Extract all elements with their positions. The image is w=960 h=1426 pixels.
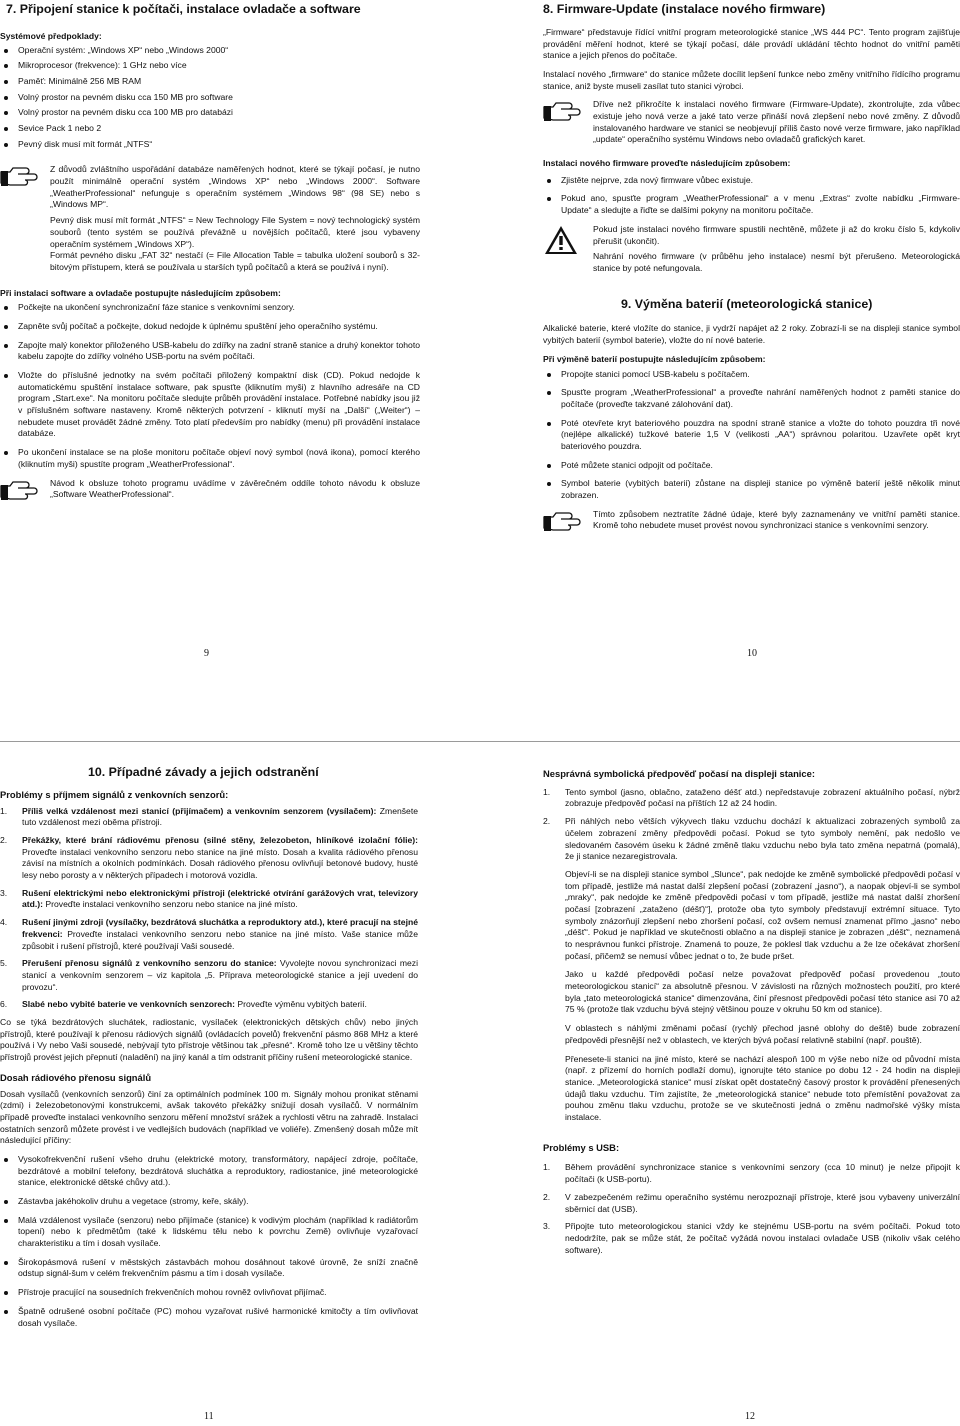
list-item: Špatně odrušené osobní počítače (PC) mohou vyzařovat rušivé harmonické kmitočty a tím ovlivňovat dosah vysílače.: [0, 1306, 418, 1329]
list-item: 2. Při náhlých nebo větších výkyvech tlaku vzduchu dochází k aktualizaci zobrazených symbolů za účelem zobrazení změny předpovědi počasí. Pokud se tyto symboly nemění, pak nedošlo ve sledovaném časovém úseku k žádné změně tlaku vzduchu nebo byla tato změna nepatrná (pomalá), že ji stanice nezaregistrovala.: [543, 816, 960, 862]
battery-steps-list: [543, 369, 960, 502]
page-number-12: 12: [745, 1411, 755, 1422]
firmware-steps-heading: Instalaci nového firmware proveďte následujícím způsobem:: [543, 158, 791, 169]
pointing-hand-icon: [543, 509, 581, 537]
warning-paragraph: Nahrání nového firmware (v průběhu jeho instalace) nesmí být přerušeno. Meteorologická stanice by poté nefungovala.: [593, 251, 960, 273]
list-item: Pokud ano, spusťte program „WeatherProfessional“ a v menu „Extras“ zvolte nabídku „Firmware-Update“ a sledujte a řiďte se dalšími pokyny na monitoru počítače.: [543, 193, 960, 216]
list-item: 1. Příliš velká vzdálenost mezi stanicí (přijímačem) a venkovním senzorem (vysílačem): Zmenšete tuto vzdálenost mezi oběma přístroji.: [0, 805, 418, 828]
forecast-paragraph: Objeví-li se na displeji stanice symbol „Slunce“, pak nedojde ke změně symbolické předpovědi počasí v tom případě, jestliže má nastat další zlepšení počasí (zobrazení „jasno“), a naopak objeví-li se symbol „mraky“, pak nedojde ke změně předpovědi počasí v tom případě, jestliže má nastat další zhoršení počasí [zobrazení „zataženo (déšť)“], protože oba tyto symboly představují extrémní situace. Tyto symboly znázorňují zlepšení nebo zhoršení počasí, což ovšem nemusí znamenat přímo „jasno“ nebo „déšť“. Pokud je například ve skutečnosti oblačno a na displeji stanice je zobrazen „déšť“, neznamená to nesprávnou funkci přístroje. Znamená to pouze, že poklesl tlak vzduchu a že lze očekávat zhoršení počasí, přičemž se nemusí vůbec jednat o to, že bude pršet.: [565, 868, 960, 961]
list-item: Přístroje pracující na sousedních frekvenčních mohou rovněž ovlivňovat přijímač.: [0, 1287, 418, 1299]
list-item: 1. Během provádění synchronizace stanice s venkovními senzory (cca 10 minut) je nelze připojit k počítači (k USB-portu).: [543, 1162, 960, 1185]
firmware-steps-list: [543, 175, 960, 217]
list-item: 6. Slabé nebo vybité baterie ve venkovních senzorech: Proveďte výměnu vybitých baterií.: [0, 999, 367, 1010]
pointing-hand-icon: [0, 164, 38, 192]
list-item: 2. V zabezpečeném režimu operačního systému nerozpoznají přístroje, které jsou vybaveny univerzální sběrnicí dat (USB).: [543, 1191, 960, 1214]
section-10-title: 10. Případné závady a jejich odstranění: [88, 765, 319, 779]
list-item: Počkejte na ukončení synchronizační fáze stanice s venkovními senzory.: [0, 302, 420, 314]
list-item: Spusťte program „WeatherProfessional“ a proveďte nahrání naměřených hodnot z paměti stanice do počítače (proveďte takzvané zálohování dat).: [543, 387, 960, 410]
battery-steps-heading: Při výměně baterií postupujte následujícím způsobem:: [543, 353, 766, 364]
note-paragraph: Z důvodů zvláštního uspořádání databáze naměřených hodnot, které se týkají počasí, je nutno použít minimálně operační systém „Windows XP“ nebo „Windows 2000“. Software „WeatherProfessional“ nefunguje s operačním systémem „Windows 98“ (98 SE) nebo s „Windows MP“.: [50, 164, 420, 210]
note-paragraph: Formát pevného disku „FAT 32“ nestačí (= File Allocation Table = tabulka uložení souborů s 32-bitovým přístupem, která se používala u starších typů počítačů a která se používá i nyní).: [50, 250, 420, 272]
list-item: Širokopásmová rušení v městských zástavbách mohou dosáhnout takové úrovně, že sníží značně odstup signál-šum v celém frekvenčním pásmu a tím i dosah vysílače.: [0, 1257, 418, 1280]
warning-paragraph: Pokud jste instalaci nového firmware spustili nechtěně, můžete ji až do kroku číslo 5, kdykoliv přerušit (ukončit).: [593, 223, 960, 246]
page-number-9: 9: [204, 648, 209, 659]
page2-right-column: [543, 768, 960, 1380]
list-item: Vysokofrekvenční rušení všeho druhu (elektrické motory, transformátory, napájecí zdroje, počítače, bezdrátové a mobilní telefony, bezdrátová sluchátka a reproduktory, radiostanice, jiné meteorologické stanice, elektronické dětské chůvy atd.).: [0, 1154, 418, 1189]
requirements-heading: Systémové předpoklady:: [0, 30, 102, 41]
list-item: Volný prostor na pevném disku cca 150 MB pro software: [0, 92, 420, 104]
page-number-11: 11: [204, 1411, 214, 1422]
list-item: 5. Přerušení přenosu signálů z venkovního senzoru do stanice: Vyvolejte novou synchronizaci mezi stanicí a venkovním senzorem – viz kapitola „5. Příprava meteorologické stanice a její uvedení do provozu“.: [0, 958, 418, 992]
list-item: 3. Rušení elektrickými nebo elektronickými přístroji (elektrické otvírání garážových vrat, televizory atd.): Proveďte instalaci venkovního senzoru nebo stanice na jiné místo.: [0, 887, 418, 910]
forecast-paragraph: Jako u každé předpovědi počasí nelze považovat předpověď počasí provedenou „touto meteorologickou stanicí“ za absolutně přesnou. V závislosti na různých možnostech použití, pro které byla „tato meteorologická stanice“ dimenzována, činí přesnost předpovědi počasí této stanice asi 70 až 75 % (protože tlak vzduchu bývá stejný většinou pouze v okruhu 50 km od stanice).: [565, 969, 960, 1015]
pointing-hand-icon: [0, 478, 38, 506]
install-steps-list: [0, 302, 420, 470]
forecast-paragraph: Přenesete-li stanici na jiné místo, které se nachází alespoň 100 m výše nebo níže od původní místa (např. z přízemí do horních podlaží domu), ignorujte této stanice po dobu 12 - 24 hodin na displeji stanice. „Meteorologická stanice“ musí získat opět dostatečný časový prostor k provádění přenesených údajů tlaku vzduchu. Tím zajistíte, že „meteorologická stanice“ nebude toto přemístění považovat za pouhou změnu tlaku vzduchu, protože se ve skutečnosti jedná o změnu nadmořské výšky místa instalace.: [565, 1053, 960, 1122]
note-paragraph: Dříve než přikročíte k instalaci nového firmware (Firmware-Update), zkontrolujte, zda vůbec existuje jeho nová verze a jaké tato verze přináší nová zlepšení nebo nové změny. Z důvodů instalovaného hardware ve stanici se neobjevují příliš často nové verze firmware, jako například „update“ operačního systému Windows nebo ovladačů grafických karet.: [593, 99, 960, 145]
requirements-list: [0, 45, 420, 151]
note-paragraph: Pevný disk musí mít formát „NTFS“ = New Technology File System = nový technologický systém souborů (tento systém se používá převážně u novějších počítačů, které jsou vybaveny operačním systémem „Windows XP“).: [50, 215, 420, 249]
list-item: Pevný disk musí mít formát „NTFS“: [0, 139, 420, 151]
list-item: 2. Překážky, které brání rádiovému přenosu (silné stěny, železobeton, hliníkové izolační fólie): Proveďte instalaci venkovního senzoru nebo stanice na jiné místo. Dosah a kvalita rádiového přenosu závisí na místních a okolních podmínkách. Dosah rádiového přenosu ovlivňují betonové budovy, husté lesy nebo porosty a v některých případech i motorová vozidla.: [0, 835, 418, 881]
section-7-title: 7. Připojení stanice k počítači, instalace ovladače a software: [6, 2, 361, 16]
list-item: Zástavba jakéhokoliv druhu a vegetace (stromy, keře, skály).: [0, 1196, 418, 1208]
list-item: Propojte stanici pomocí USB-kabelu s počítačem.: [543, 369, 960, 381]
list-item: Sevice Pack 1 nebo 2: [0, 123, 420, 135]
firmware-benefit: Instalací nového „firmware“ do stanice můžete docílit lepšení funkce nebo změny vnitřního řídícího programu stanice, aniž byste museli zasílat tuto stanici výrobci.: [543, 68, 960, 91]
page-divider: [0, 741, 960, 742]
note-os-requirements: [0, 164, 420, 277]
list-item: Zapněte svůj počítač a počkejte, dokud nedojde k úplnému spuštění jeho operačního systému.: [0, 321, 420, 333]
list-item: Mikroprocesor (frekvence): 1 GHz nebo více: [0, 60, 420, 72]
usb-problems-list: [543, 1162, 960, 1256]
pointing-hand-icon: [543, 99, 581, 127]
firmware-intro: „Firmware“ představuje řídící vnitřní program meteorologické stanice „WS 444 PC“. Tento program zajišťuje provádění měření hodnot, které se týkají počasí, dále provádí ukládání těchto hodnot do vnitřní paměti stanice a jejich přenos do počítače.: [543, 26, 960, 61]
reception-problems-list: [0, 806, 418, 1011]
forecast-details: [543, 869, 960, 1124]
forecast-problems-list: [543, 787, 960, 863]
range-paragraph: Dosah vysílačů (venkovních senzorů) činí za optimálních podmínek 100 m. Signály mohou pronikat stěnami (zdmi) i železobetonovými konstrukcemi, avšak takovéto překážky snižují dosah vysílačů. V normálním případě proveďte instalaci venkovního senzoru měření množství srážek a rychlosti větru na zahradě. Instalaci ostatních senzorů můžete provést i ve vedlejších budovách (například ve voliéře). Zmenšený dosah může mít následující příčiny:: [0, 1088, 418, 1146]
list-item: Operační systém: „Windows XP“ nebo „Windows 2000“: [0, 45, 420, 57]
page-number-10: 10: [747, 648, 757, 659]
list-item: Paměť: Minimálně 256 MB RAM: [0, 76, 420, 88]
reception-heading: Problémy s příjmem signálů z venkovních senzorů:: [0, 788, 229, 800]
list-item: Poté můžete stanici odpojit od počítače.: [543, 460, 960, 472]
range-heading: Dosah rádiového přenosu signálů: [0, 1071, 152, 1083]
note-paragraph: Tímto způsobem neztratíte žádné údaje, které byly zaznamenány ve vnitřní paměti stanice. Kromě toho nebudete muset provést novou synchronizaci stanice s venkovními senzory.: [593, 508, 960, 531]
list-item: 3. Připojte tuto meteorologickou stanici vždy ke stejnému USB-portu na svém počítači. Pokud toto nedodržíte, pak se může stát, že počítač vyžádá novou instalaci ovladače USB (nikoliv však celého software).: [543, 1221, 960, 1255]
reception-paragraph: Co se týká bezdrátových sluchátek, radiostanic, vysílaček (elektronických dětských chův) nebo jiných přístrojů, které používají k přenosu rádiových signálů (ovládacích povelů) frekvenční pásmo 868 MHz a které používá i Vy nebo Vaši sousedé, nebývají tyto přístroje většinou tak „přesné“. Kromě toho lze u většiny těchto přístrojů provést jejich přepnutí (naladění) na jiný kanál a tím odstranit příčiny rušení meteorologické stanice.: [0, 1016, 418, 1063]
page2-left-column: [0, 765, 418, 1383]
list-item: 1. Tento symbol (jasno, oblačno, zataženo déšť atd.) nepředstavuje zobrazení aktuálního počasí, nýbrž zobrazuje předpověď počasí na příštích 12 až 24 hodin.: [543, 786, 960, 809]
list-item: Zapojte malý konektor přiloženého USB-kabelu do zdířky na zadní straně stanice a druhý konektor tohoto kabelu zapojte do zdířky volného USB-portu na svém počítači.: [0, 340, 420, 363]
section-9-title: 9. Výměna baterií (meteorologická stanice): [621, 296, 873, 311]
list-item: Zjistěte nejprve, zda nový firmware vůbec existuje.: [543, 175, 960, 187]
battery-intro: Alkalické baterie, které vložíte do stanice, ji vydrží napájet až 2 roky. Zobrazí-li se na displeji stanice symbol vybitých baterií (symbol baterie), vložte do ní nové baterie.: [543, 323, 960, 346]
page1-right-column: [543, 2, 960, 652]
note-battery-data: [543, 509, 960, 537]
note-firmware-check: [543, 99, 960, 150]
list-item: Poté otevřete kryt bateriového pouzdra na spodní straně stanice a vložte do tohoto pouzdra tři nové (nejlépe alkalické) tužkové baterie 1,5 V (velikosti „AA“) správnou polaritou. Uzavřete opět kryt bateriového pouzdra.: [543, 418, 960, 453]
list-item: Volný prostor na pevném disku cca 100 MB pro databázi: [0, 107, 420, 119]
forecast-heading: Nesprávná symbolická předpověď počasí na displeji stanice:: [543, 768, 815, 779]
forecast-paragraph: V oblastech s náhlými změnami počasí (rychlý přechod jasné oblohy do deště) bude zobrazení předpovědi přesnější než v oblastech, ve kterých bývá počasí relativně stabilní (např. pouště).: [565, 1023, 960, 1045]
section-8-title: 8. Firmware-Update (instalace nového firmware): [543, 2, 826, 16]
install-heading: Při instalaci software a ovladače postupujte následujícím způsobem:: [0, 287, 281, 298]
list-item: Malá vzdálenost vysílače (senzoru) nebo přijímače (stanice) k vodivým plochám (například k radiátorům topení) nebo k předmětům (také k lidskému tělu nebo k povrchu Země) ovlivňuje vyzařovací charakteristiku a tím i dosah vysílače.: [0, 1215, 418, 1250]
page1-left-column: [0, 2, 420, 652]
warning-triangle-icon: [543, 224, 581, 260]
range-causes-list: [0, 1154, 418, 1329]
note-paragraph: Návod k obsluze tohoto programu uvádíme v závěrečném oddíle tohoto návodu k obsluze „Software WeatherProfessional“.: [50, 477, 420, 500]
list-item: Po ukončení instalace se na ploše monitoru počítače objeví nový symbol (nová ikona), pomocí kterého (kliknutím myši) spustíte program „WeatherProfessional“.: [0, 447, 420, 470]
note-software-manual: [0, 478, 420, 506]
list-item: Symbol baterie (vybitých baterií) zůstane na displeji stanice po výměně baterií ještě několik minut zobrazen.: [543, 478, 960, 501]
list-item: Vložte do příslušné jednotky na svém počítači přiložený kompaktní disk (CD). Pokud nedojde k automatickému spuštění instalace software, pak spusťte (kliknutím myši) z hlavního adresáře na CD program „Start.exe“. Na monitoru počítače sledujte průběh provádění instalace. Potřebné nabídky jsou již v příslušném software nastaveny. Kromě některých potvrzení - kliknutí myší na „Další“ („Weiter“) – nebudete muset provádět žádné změny. Toto platí především pro nabídky (menu) při provádění instalace databáze.: [0, 370, 420, 440]
warning-firmware: [543, 224, 960, 279]
usb-heading: Problémy s USB:: [543, 1141, 620, 1153]
list-item: 4. Rušení jinými zdroji (vysílačky, bezdrátová sluchátka a reproduktory atd.), které pracují na stejné frekvenci: Proveďte instalaci venkovního senzoru nebo stanice na jiné místo. Vaše stanice může způsobit i rušení přístrojů, které používají Vaši sousedé.: [0, 917, 418, 951]
